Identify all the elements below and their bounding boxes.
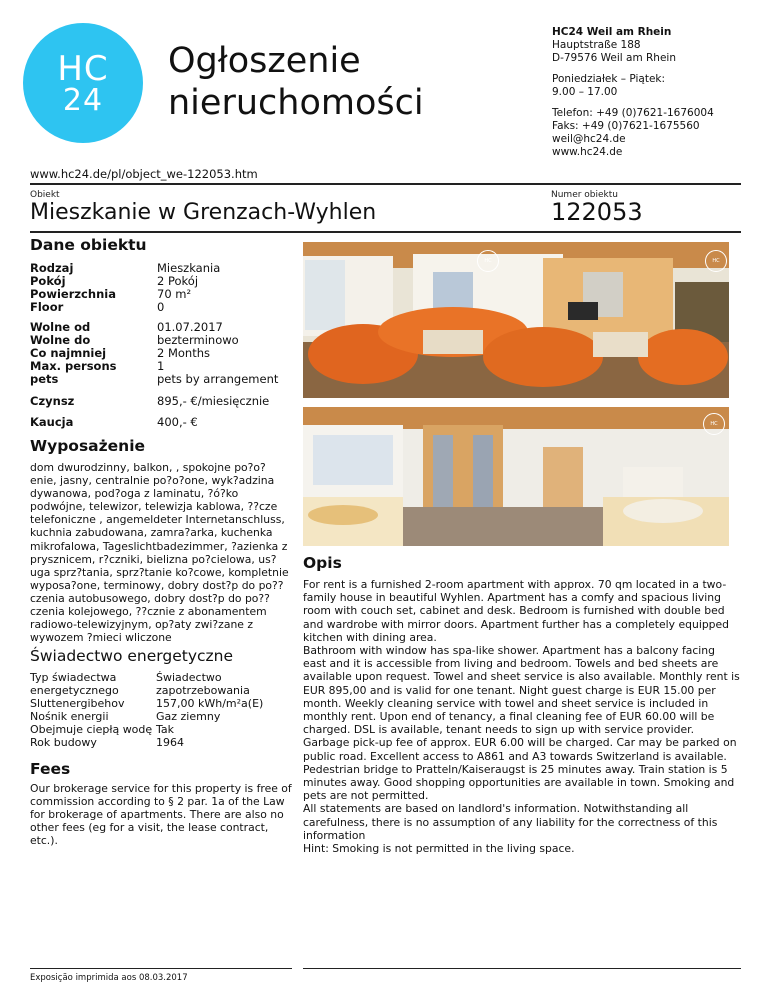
logo-text-top: HC (57, 49, 109, 89)
detail-row: Co najmniej 2 Months (30, 346, 211, 360)
opening-hours-label: Poniedziałek – Piątek: (552, 73, 666, 85)
deposit-value: 400,- € (157, 415, 198, 429)
energy-table (30, 671, 263, 749)
company-street: Hauptstraße 188 (552, 39, 641, 51)
rent-value: 895,- €/miesięcznie (157, 394, 270, 408)
watermark-icon: HC (703, 413, 725, 435)
fees-heading: Fees (30, 760, 71, 778)
footer-divider-left (30, 968, 292, 969)
details-heading: Dane obiektu (30, 236, 147, 254)
detail-row: Max. persons 1 (30, 359, 165, 373)
watermark-icon: HC (477, 250, 499, 272)
company-website: www.hc24.de (552, 146, 623, 158)
company-name: HC24 Weil am Rhein (552, 26, 672, 38)
equipment-heading: Wyposażenie (30, 437, 146, 455)
detail-row: Wolne od 01.07.2017 (30, 320, 223, 334)
company-phone: Telefon: +49 (0)7621-1676004 (552, 107, 714, 119)
detail-row: pets pets by arrangement (30, 372, 279, 386)
energy-row: Sluttenergibehov 157,00 kWh/m²a(E) (30, 697, 264, 710)
energy-heading: Świadectwo energetyczne (30, 647, 234, 665)
object-title: Mieszkanie w Grenzach-Wyhlen (30, 200, 377, 225)
company-city: D-79576 Weil am Rhein (552, 52, 676, 64)
description-text (303, 578, 740, 855)
description-paragraph: For rent is a furnished 2-room apartment with approx. 70 qm located in a two-family house in beautiful Wyhlen. Apartment has a comfy and spacious living room with couch set, cabinet and desk. Bedroom is furnished with double bed and wardrobe with mirror doors. Apartment further has a completely equipped kitchen with dining area. (303, 578, 730, 644)
rent-label: Czynsz (30, 394, 75, 408)
document-title-line2: nieruchomości (168, 83, 424, 123)
fees-text: Our brokerage service for this property is free of commission according to § 2 par. 1a of the Law for brokerage of apartments. There are also no other fees (eg for a visit, the lease contract, etc.). (30, 782, 292, 848)
object-number: 122053 (551, 198, 643, 226)
energy-row: Obejmuje ciepłą wodę Tak (30, 723, 175, 736)
photo-bedroom[interactable] (303, 407, 729, 546)
detail-row: Wolne do bezterminowo (30, 333, 239, 347)
object-number-label: Numer obiektu (551, 190, 619, 200)
company-logo (23, 23, 143, 143)
energy-row: Nośnik energii Gaz ziemny (30, 710, 221, 723)
detail-row: Powierzchnia 70 m² (30, 287, 192, 301)
description-paragraph: Hint: Smoking is not permitted in the living space. (303, 842, 575, 856)
energy-row: Typ świadectwa Świadectwo (30, 671, 222, 684)
description-paragraph: All statements are based on landlord's information. Notwithstanding all carefulness, there is no assumption of any liability for the correctness of this information (303, 802, 718, 842)
document-title-line1: Ogłoszenie (168, 41, 361, 81)
rent-row (30, 395, 269, 408)
object-label: Obiekt (30, 190, 60, 200)
title-divider (30, 231, 741, 233)
details-group-1 (30, 262, 220, 314)
deposit-label: Kaucja (30, 415, 74, 429)
company-contact (552, 26, 714, 159)
opening-hours: 9.00 – 17.00 (552, 86, 618, 98)
energy-row: energetycznego zapotrzebowania (30, 684, 250, 697)
detail-row: Pokój 2 Pokój (30, 274, 199, 288)
watermark-icon: HC (705, 250, 727, 272)
print-date: Exposição imprimida aos 08.03.2017 (30, 973, 188, 983)
photo-living-room-1[interactable] (303, 242, 729, 398)
details-group-2 (30, 321, 278, 386)
equipment-text: dom dwurodzinny, balkon, , spokojne po?o?enie, jasny, centralnie po?o?one, wyk?adzina dywanowa, pod?oga z laminatu, ?ó?ko podwójne, telewizor, telewizja kablowa, ??cze telefoniczne , angemeldeter Internetanschluss, kuchnia zabudowana, zamra?arka, kuchenka mikrofalowa, Tageslichtbadezimmer, ?azienka z prysznicem, r?czniki, bielizna po?cielowa, us?uga sprz?tania, sprz?tanie ko?cowe, kompletnie wyposa?one, terminowy, dobry dost?p do po??czenia autobusowego, dobry dost?p do po??czenia kolejowego, ??cznie z abonamentem radiowo-telewizyjnym, op?aty zwi?zane z wywozem ?mieci wliczone (30, 461, 289, 645)
header-divider (30, 183, 741, 185)
document-title (168, 40, 468, 124)
footer-divider-right (303, 968, 741, 969)
object-url[interactable]: www.hc24.de/pl/object_we-122053.htm (30, 167, 258, 181)
company-fax: Faks: +49 (0)7621-1675560 (552, 120, 700, 132)
detail-row: Floor 0 (30, 300, 165, 314)
company-email: weil@hc24.de (552, 133, 626, 145)
energy-row: Rok budowy 1964 (30, 736, 184, 749)
deposit-row (30, 416, 198, 429)
description-paragraph: Bathroom with window has spa-like shower. Apartment has a balcony facing east and it is accessible from living and bedroom. Towels and bed sheets are available upon request. Towel and sheet service is also available. Monthly rent is EUR 895,00 and is valid for one tenant. Night guest charge is EUR 15.00 per month. Weekly cleaning service with towel and sheet service is included in monthly rent. Upon end of tenancy, a final cleaning fee of EUR 60.00 will be charged. DSL is available, tenant needs to sign up with service provider. Garbage pick-up fee of approx. EUR 6.00 will be charged. Car may be parked on public road. Excellent access to A861 and A3 towards Switzerland is available. Pedestrian bridge to Pratteln/Kaiseraugst is 25 minutes away. Train station is 5 minutes away. Good shopping opportunities are available in town. Smoking and pets are not permitted. (303, 644, 740, 803)
logo-text-bottom: 24 (62, 83, 104, 118)
detail-row: Rodzaj Mieszkania (30, 261, 221, 275)
description-heading: Opis (303, 554, 342, 572)
